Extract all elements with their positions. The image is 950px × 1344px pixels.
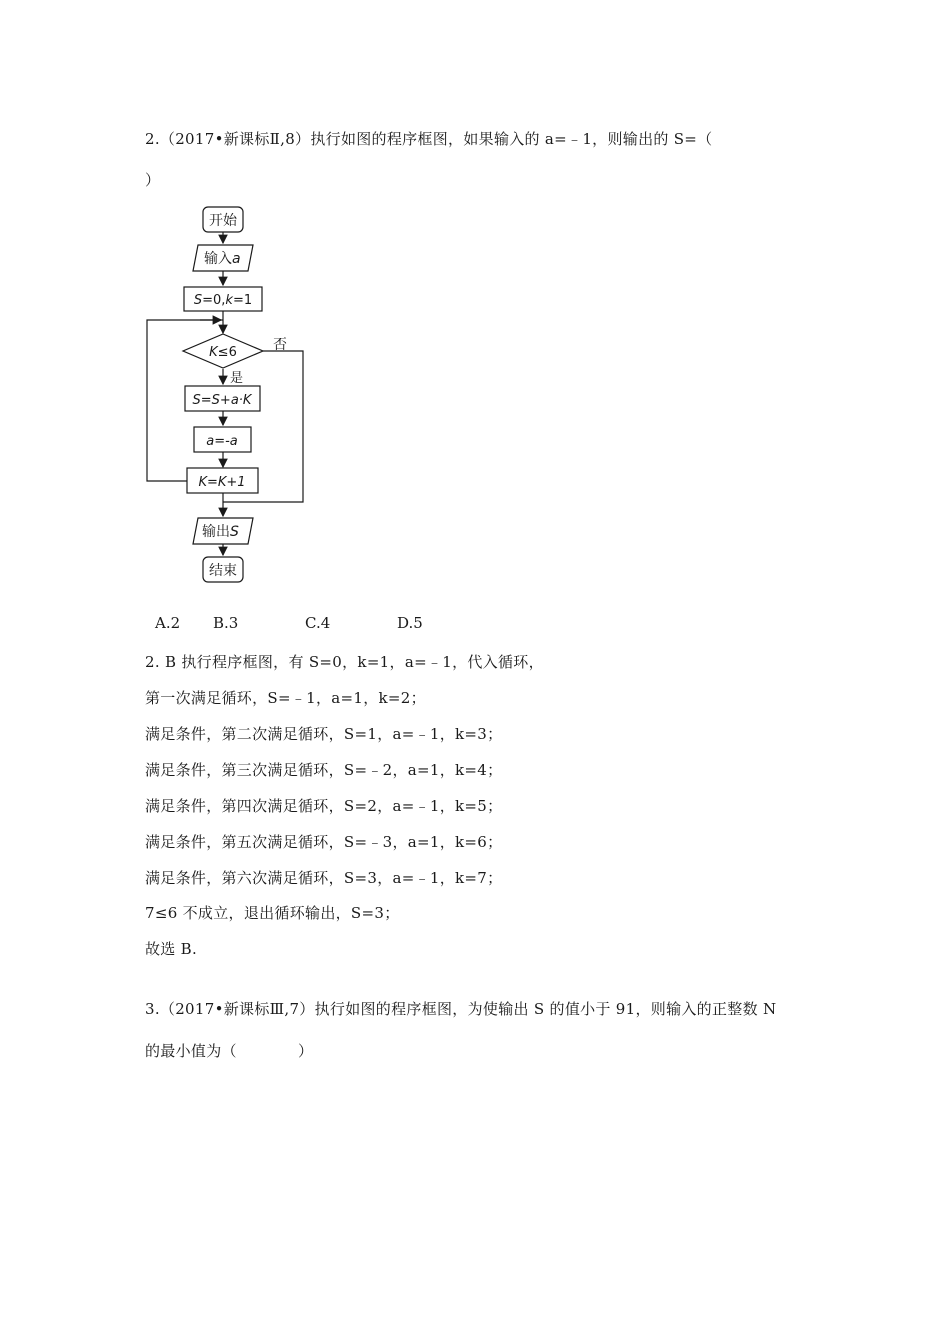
condition-var: K: [209, 345, 218, 360]
accumulate-label: S=S+a·K: [192, 393, 252, 408]
solution-line: 2. B 执行程序框图，有 S=0，k=1，a=﹣1，代入循环，: [145, 653, 544, 671]
flowchart: [140, 200, 320, 592]
svg-text:输出S: [202, 524, 239, 540]
question-3-text: 3.（2017•新课标Ⅲ,7）执行如图的程序框图，为使输出 S 的值小于 91，则输入的正整数 N: [145, 1000, 777, 1018]
svg-text:S=0,k=1: [194, 293, 252, 308]
solution-line: 满足条件，第二次满足循环，S=1，a=﹣1，k=3；: [145, 725, 503, 743]
solution-line: 满足条件，第五次满足循环，S=﹣3，a=1，k=6；: [145, 833, 503, 851]
svg-text:K≤6: [209, 345, 237, 360]
init-box: [184, 287, 262, 311]
accumulate-box: [185, 386, 260, 411]
increment-label: K=K+1: [198, 475, 246, 490]
option-b: B.3: [213, 614, 239, 632]
condition-rest: ≤6: [217, 345, 237, 360]
answer-options: [155, 614, 423, 632]
question-3-text-cont: 的最小值为（ ）: [145, 1042, 314, 1060]
solution-conclusion: 故选 B.: [145, 940, 198, 958]
option-d: D.5: [397, 614, 423, 632]
end-label: 结束: [209, 563, 237, 579]
solution-line: 第一次满足循环，S=﹣1，a=1，k=2；: [145, 689, 426, 707]
negate-label: a=-a: [206, 434, 238, 449]
output-label: 输出: [202, 524, 230, 540]
init-mid: =0,: [202, 293, 226, 308]
input-label: 输入: [204, 251, 232, 267]
negate-box: [194, 427, 251, 452]
solution-line: 满足条件，第三次满足循环，S=﹣2，a=1，k=4；: [145, 761, 503, 779]
end-terminal: [203, 557, 243, 582]
solution-line: 满足条件，第四次满足循环，S=2，a=﹣1，k=5；: [145, 797, 503, 815]
increment-box: [187, 468, 258, 493]
solution-line: 7≤6 不成立，退出循环输出，S=3；: [145, 904, 400, 922]
no-label: 否: [273, 337, 287, 353]
svg-text:输入a: [204, 251, 241, 267]
init-s: S: [193, 293, 203, 308]
input-box: [193, 245, 253, 271]
solution-line: 满足条件，第六次满足循环，S=3，a=﹣1，k=7；: [145, 869, 503, 887]
start-label: 开始: [209, 213, 237, 229]
yes-label: 是: [230, 371, 244, 386]
input-variable: a: [232, 251, 241, 267]
option-a: A.2: [155, 614, 181, 632]
output-box: [193, 518, 253, 544]
init-end: =1: [232, 293, 253, 308]
output-variable: S: [230, 524, 239, 540]
question-2-text: 2.（2017•新课标Ⅱ,8）执行如图的程序框图，如果输入的 a=﹣1，则输出的 S=（: [145, 130, 713, 148]
start-terminal: [203, 207, 243, 232]
question-2-text-cont: ）: [145, 171, 161, 189]
option-c: C.4: [305, 614, 331, 632]
condition-diamond: [183, 334, 263, 368]
init-k: k: [225, 293, 233, 308]
